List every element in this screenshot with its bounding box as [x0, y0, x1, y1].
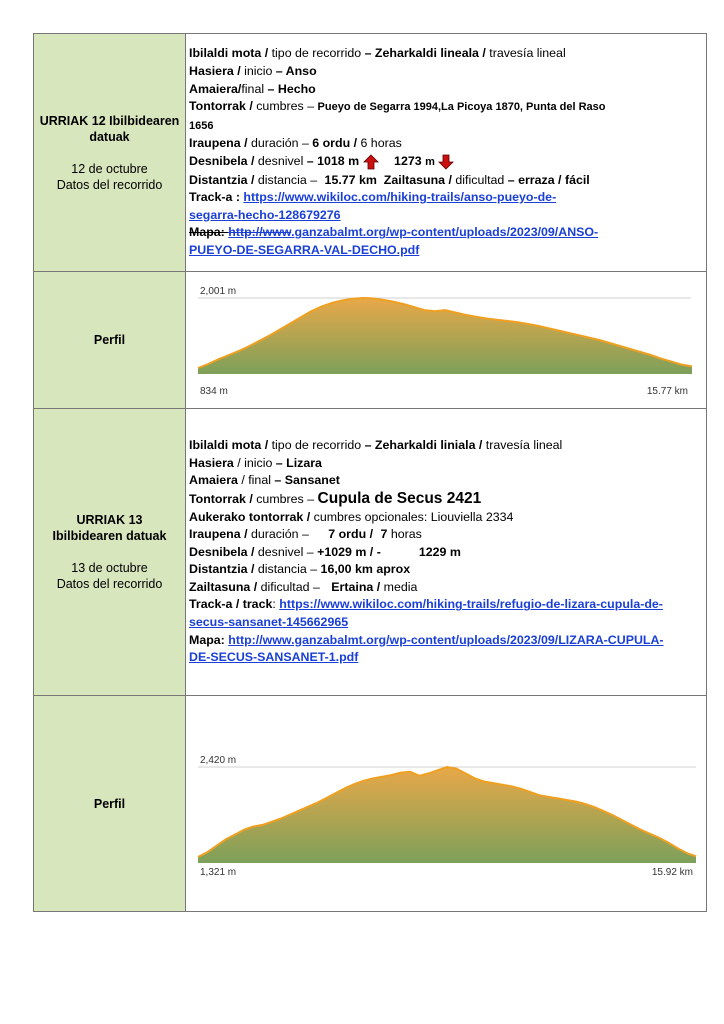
stage-2-title: URRIAK 13 [76, 513, 143, 527]
elevation-line: Desnibela / desnivel – +1029 m / - 1229 m [189, 544, 461, 559]
end-line: Amaiera / final – Sansanet [189, 473, 340, 488]
map-link[interactable]: http://www.ganzabalmt.org/wp-content/uploads/2023/09/LIZARA-CUPULA- [228, 632, 664, 647]
stage-1-date: 12 de octubre [71, 161, 148, 176]
optional-peaks-line: Aukerako tontorrak / cumbres opcionales: Liouviella 2334 [189, 509, 514, 524]
type-line: Ibilaldi mota / tipo de recorrido – Zeharkaldi lineala / travesía lineal [189, 46, 566, 61]
map-line-cont [189, 649, 702, 667]
stage-1-label-cell [34, 34, 186, 272]
elevation-profile-1 [196, 280, 696, 400]
max-elevation-label: 2,001 m [200, 286, 237, 297]
arrow-up-icon [363, 154, 379, 170]
stage-1-info [186, 41, 706, 263]
stage-2-subtitle: Datos del recorrido [56, 577, 163, 591]
difficulty-line: Zailtasuna / dificultad – Ertaina / media [189, 579, 418, 594]
track-link[interactable]: https://www.wikiloc.com/hiking-trails/refugio-de-lizara-cupula-de- [279, 597, 663, 612]
end-line: Amaiera/final – Hecho [189, 81, 316, 96]
profile-2-label: Perfil [93, 796, 126, 811]
track-line-cont [189, 207, 702, 225]
profile-1-label: Perfil [93, 333, 126, 347]
stage-2-info [186, 433, 706, 671]
profile-1-label-cell [34, 272, 186, 409]
track-link[interactable]: https://www.wikiloc.com/hiking-trails/anso-pueyo-de- [243, 190, 557, 205]
profile-1-row [34, 272, 707, 409]
peaks-line: Tontorrak / cumbres – Pueyo de Segarra 1994,La Picoya 1870, Punta del Raso [189, 99, 606, 114]
duration-line: Iraupena / duración – 7 ordu / 7 horas [189, 527, 422, 542]
min-elevation-label: 834 m [200, 386, 228, 397]
track-link-cont[interactable]: segarra-hecho-128679276 [189, 207, 341, 222]
elevation-area [198, 767, 696, 863]
max-elevation-label: 2,420 m [200, 754, 237, 766]
elevation-profile-2 [196, 729, 701, 879]
profile-2-label-cell [34, 696, 186, 912]
profile-1-chart-cell [186, 272, 707, 409]
map-line: Mapa: http://www.ganzabalmt.org/wp-content/uploads/2023/09/ANSO- [189, 225, 599, 240]
type-line: Ibilaldi mota / tipo de recorrido – Zeharkaldi liniala / travesía lineal [189, 438, 563, 453]
track-link-cont[interactable]: secus-sansanet-145662965 [189, 615, 349, 630]
stage-2-row [34, 409, 707, 696]
arrow-down-icon [438, 154, 454, 170]
stage-1-row [34, 34, 707, 272]
track-line: Track-a : https://www.wikiloc.com/hiking-trails/anso-pueyo-de- [189, 190, 557, 205]
distance-label: 15.92 km [651, 866, 693, 878]
distance-line: Distantzia / distancia – 16,00 km aprox [189, 562, 411, 577]
stage-2-label-cell [34, 409, 186, 696]
start-line: Hasiera / inicio – Anso [189, 64, 317, 79]
map-link[interactable]: http://www.ganzabalmt.org/wp-content/uploads/2023/09/ANSO- [228, 225, 599, 240]
peaks-line-cont: 1656 [189, 119, 214, 132]
elevation-line: Desnibela / desnivel – 1018 m 1273 m [189, 153, 702, 172]
min-elevation-label: 1,321 m [200, 866, 237, 878]
stage-2-date: 13 de octubre [71, 561, 148, 575]
duration-line: Iraupena / duración – 6 ordu / 6 horas [189, 136, 402, 151]
profile-2-chart-cell [186, 696, 707, 912]
stage-1-info-cell [186, 34, 707, 272]
map-line-cont [189, 242, 702, 260]
distance-label: 15.77 km [646, 386, 688, 397]
map-line: Mapa: http://www.ganzabalmt.org/wp-content/uploads/2023/09/LIZARA-CUPULA- [189, 632, 664, 647]
distance-line: Distantzia / distancia – 15.77 km Zailtasuna / dificultad – erraza / fácil [189, 172, 590, 187]
track-line: Track-a / track: https://www.wikiloc.com/hiking-trails/refugio-de-lizara-cupula-de- [189, 597, 663, 612]
start-line: Hasiera / inicio – Lizara [189, 455, 322, 470]
stage-2-title-cont: Ibilbidearen datuak [52, 529, 167, 543]
track-line-cont [189, 614, 702, 632]
stage-1-title: URRIAK 12 Ibilbidearen datuak [39, 113, 180, 144]
stage-2-info-cell [186, 409, 707, 696]
map-link-cont[interactable]: PUEYO-DE-SEGARRA-VAL-DECHO.pdf [189, 242, 420, 257]
profile-2-row [34, 696, 707, 912]
peaks-line: Tontorrak / cumbres – Cupula de Secus 2421 [189, 489, 482, 507]
stage-1-subtitle: Datos del recorrido [56, 177, 163, 192]
map-link-cont[interactable]: DE-SECUS-SANSANET-1.pdf [189, 650, 359, 665]
route-data-table [33, 33, 707, 912]
